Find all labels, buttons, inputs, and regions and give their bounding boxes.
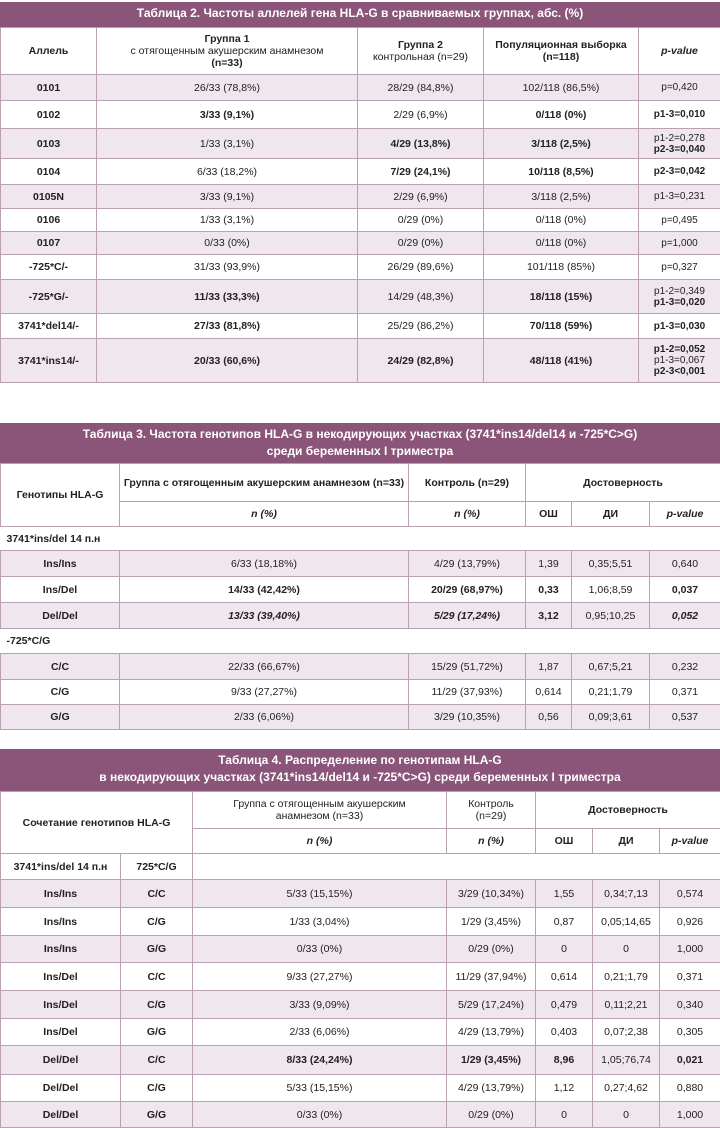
g2-cell: 25/29 (86,2%): [358, 314, 484, 339]
p-cell: 0,880: [660, 1075, 720, 1102]
g1-cell: Ins/Del: [1, 1019, 121, 1046]
table-2-title: Таблица 2. Частоты аллелей гена HLA-G в сравниваемых группах, абс. (%): [0, 2, 720, 27]
b-cell: 5/29 (17,24%): [409, 603, 526, 629]
table-row: [1, 654, 720, 680]
combo-header: Сочетание генотипов HLA-G: [1, 792, 193, 854]
p-cell: 1,000: [660, 1102, 720, 1128]
allele-cell: 3741*del14/-: [1, 314, 97, 339]
g2-cell: G/G: [121, 936, 193, 963]
table-row: [1, 680, 720, 705]
pop-cell: 3/118 (2,5%): [484, 185, 639, 209]
control-n-pct-header: n (%): [447, 829, 536, 854]
table-2: [0, 2, 720, 383]
pvalue-cell: [639, 314, 720, 339]
table-2-header-row: [1, 28, 720, 75]
g2-cell: 0/29 (0%): [358, 232, 484, 255]
g1-cell: 6/33 (18,2%): [97, 159, 358, 185]
table-row: [1, 705, 720, 730]
section-label: -725*C/G: [1, 629, 720, 654]
pvalue-cell: [639, 101, 720, 129]
section-row: [1, 527, 720, 551]
p-cell: 0,574: [660, 880, 720, 908]
pop-cell: 101/118 (85%): [484, 255, 639, 280]
control-n-pct-header: n (%): [409, 502, 526, 527]
or-cell: 0: [536, 936, 593, 963]
table-3: [0, 423, 720, 730]
pvalue-line: p=0,495: [641, 215, 718, 226]
g1-cell: Ins/Ins: [1, 908, 121, 936]
or-cell: 0,614: [536, 963, 593, 991]
genotype-cell: G/G: [1, 705, 120, 730]
pvalue-header: p-value: [660, 829, 720, 854]
pvalue-line: p1-2=0,349: [641, 286, 718, 297]
p-cell: 1,000: [660, 936, 720, 963]
table-row: [1, 963, 720, 991]
p-cell: 0,537: [650, 705, 720, 730]
pop-cell: 10/118 (8,5%): [484, 159, 639, 185]
b-cell: 15/29 (51,72%): [409, 654, 526, 680]
g2-cell: 0/29 (0%): [358, 209, 484, 232]
genotype-cell: Ins/Ins: [1, 551, 120, 577]
pop-cell: 102/118 (86,5%): [484, 75, 639, 101]
ci-cell: 0: [593, 936, 660, 963]
p-cell: 0,371: [660, 963, 720, 991]
a-cell: 14/33 (42,42%): [120, 577, 409, 603]
control-header: Контроль (n=29): [409, 464, 526, 502]
pvalue-line: p1-3=0,020: [641, 297, 718, 308]
table-row: [1, 880, 720, 908]
ci-cell: 0,09;3,61: [572, 705, 650, 730]
table-row: [1, 255, 720, 280]
ci-header: ДИ: [593, 829, 660, 854]
g1-cell: 1/33 (3,1%): [97, 209, 358, 232]
or-cell: 0,479: [536, 991, 593, 1019]
pvalue-line: p=1,000: [641, 238, 718, 249]
pop-cell: 0/118 (0%): [484, 209, 639, 232]
b-cell: 0/29 (0%): [447, 1102, 536, 1128]
ci-cell: 0,07;2,38: [593, 1019, 660, 1046]
pvalue-line: p1-2=0,278: [641, 133, 718, 144]
pop-cell: 3/118 (2,5%): [484, 129, 639, 159]
table-row: [1, 129, 720, 159]
b-cell: 11/29 (37,94%): [447, 963, 536, 991]
g2-cell: 7/29 (24,1%): [358, 159, 484, 185]
group1-header: Группа 1 с отягощенным акушерским анамнезом (n=33): [97, 28, 358, 75]
g1-cell: 20/33 (60,6%): [97, 339, 358, 383]
allele-cell: -725*C/-: [1, 255, 97, 280]
g2-cell: C/G: [121, 908, 193, 936]
table-row: [1, 603, 720, 629]
ci-cell: 0,95;10,25: [572, 603, 650, 629]
genotypes-header: Генотипы HLA-G: [1, 464, 120, 527]
g2-cell: 2/29 (6,9%): [358, 101, 484, 129]
population-header: Популяционная выборка (n=118): [484, 28, 639, 75]
b-cell: 11/29 (37,93%): [409, 680, 526, 705]
table-3-header-row-1: [1, 464, 720, 502]
reliability-header: Достоверность: [536, 792, 720, 829]
g1-cell: 27/33 (81,8%): [97, 314, 358, 339]
p-cell: 0,340: [660, 991, 720, 1019]
table-row: [1, 908, 720, 936]
a-cell: 1/33 (3,04%): [193, 908, 447, 936]
ci-cell: 0,67;5,21: [572, 654, 650, 680]
table-row: [1, 314, 720, 339]
b-cell: 3/29 (10,35%): [409, 705, 526, 730]
or-header: ОШ: [526, 502, 572, 527]
allele-cell: 0103: [1, 129, 97, 159]
g1-cell: Ins/Ins: [1, 880, 121, 908]
a-cell: 5/33 (15,15%): [193, 1075, 447, 1102]
table-row: [1, 339, 720, 383]
g1-cell: Ins/Del: [1, 991, 121, 1019]
or-cell: 8,96: [536, 1046, 593, 1075]
p-cell: 0,052: [650, 603, 720, 629]
table-2-grid: [0, 27, 720, 383]
g1-cell: 3/33 (9,1%): [97, 101, 358, 129]
allele-cell: 0102: [1, 101, 97, 129]
p-cell: 0,037: [650, 577, 720, 603]
p-cell: 0,926: [660, 908, 720, 936]
g2-cell: C/C: [121, 880, 193, 908]
ci-cell: 0: [593, 1102, 660, 1128]
table-row: [1, 280, 720, 314]
pop-cell: 48/118 (41%): [484, 339, 639, 383]
table-row: [1, 75, 720, 101]
pvalue-cell: [639, 75, 720, 101]
table-row: [1, 991, 720, 1019]
table-row: [1, 209, 720, 232]
g1-cell: 11/33 (33,3%): [97, 280, 358, 314]
ci-cell: 1,05;76,74: [593, 1046, 660, 1075]
or-cell: 1,55: [536, 880, 593, 908]
or-cell: 1,39: [526, 551, 572, 577]
p-cell: 0,371: [650, 680, 720, 705]
table-row: [1, 101, 720, 129]
or-cell: 1,87: [526, 654, 572, 680]
genotype-cell: Del/Del: [1, 603, 120, 629]
or-header: ОШ: [536, 829, 593, 854]
genotype-cell: C/C: [1, 654, 120, 680]
a-cell: 6/33 (18,18%): [120, 551, 409, 577]
pvalue-cell: [639, 255, 720, 280]
g1-cell: Ins/Ins: [1, 936, 121, 963]
ci-cell: 0,11;2,21: [593, 991, 660, 1019]
table-4-title: Таблица 4. Распределение по генотипам HLA-G в некодирующих участках (3741*ins14/del14 и -725*C>G) среди беременных I триместра: [0, 749, 720, 791]
ci-cell: 0,21;1,79: [572, 680, 650, 705]
a-cell: 2/33 (6,06%): [120, 705, 409, 730]
or-cell: 0: [536, 1102, 593, 1128]
pvalue-line: p1-2=0,052: [641, 344, 718, 355]
pvalue-header: p-value: [639, 28, 720, 75]
pvalue-line: p1-3=0,067: [641, 355, 718, 366]
a-cell: 9/33 (27,27%): [120, 680, 409, 705]
or-cell: 0,56: [526, 705, 572, 730]
group-n-pct-header: n (%): [120, 502, 409, 527]
a-cell: 9/33 (27,27%): [193, 963, 447, 991]
pvalue-cell: [639, 280, 720, 314]
b-cell: 4/29 (13,79%): [409, 551, 526, 577]
ci-cell: 0,05;14,65: [593, 908, 660, 936]
pvalue-cell: [639, 339, 720, 383]
g2-cell: 26/29 (89,6%): [358, 255, 484, 280]
ci-cell: 0,27;4,62: [593, 1075, 660, 1102]
pvalue-cell: [639, 159, 720, 185]
a-cell: 0/33 (0%): [193, 1102, 447, 1128]
g1-cell: Del/Del: [1, 1075, 121, 1102]
b-cell: 20/29 (68,97%): [409, 577, 526, 603]
subheader-725: 725*C/G: [121, 854, 193, 880]
pvalue-cell: [639, 209, 720, 232]
table-4: [0, 749, 720, 1128]
g1-cell: 0/33 (0%): [97, 232, 358, 255]
table-row: [1, 577, 720, 603]
g1-cell: 26/33 (78,8%): [97, 75, 358, 101]
p-cell: 0,021: [660, 1046, 720, 1075]
allele-cell: -725*G/-: [1, 280, 97, 314]
g1-cell: Del/Del: [1, 1102, 121, 1128]
ci-cell: 0,35;5,51: [572, 551, 650, 577]
p-cell: 0,305: [660, 1019, 720, 1046]
section-row: [1, 629, 720, 654]
g2-cell: C/G: [121, 1075, 193, 1102]
pvalue-line: p1-3=0,030: [641, 321, 718, 332]
b-cell: 1/29 (3,45%): [447, 1046, 536, 1075]
b-cell: 4/29 (13,79%): [447, 1075, 536, 1102]
or-cell: 0,403: [536, 1019, 593, 1046]
g1-cell: Ins/Del: [1, 963, 121, 991]
table-4-subheader-row: [1, 854, 720, 880]
g2-cell: G/G: [121, 1019, 193, 1046]
table-row: [1, 232, 720, 255]
genotype-cell: C/G: [1, 680, 120, 705]
pvalue-cell: [639, 129, 720, 159]
pvalue-line: p2-3=0,042: [641, 166, 718, 177]
b-cell: 4/29 (13,79%): [447, 1019, 536, 1046]
or-cell: 1,12: [536, 1075, 593, 1102]
table-4-grid: [0, 791, 720, 1128]
ci-cell: 0,34;7,13: [593, 880, 660, 908]
group-n-pct-header: n (%): [193, 829, 447, 854]
subheader-spacer: [193, 854, 720, 880]
g1-cell: 31/33 (93,9%): [97, 255, 358, 280]
or-cell: 0,87: [536, 908, 593, 936]
allele-cell: 0104: [1, 159, 97, 185]
control-header: Контроль (n=29): [447, 792, 536, 829]
g2-cell: C/C: [121, 963, 193, 991]
pvalue-line: p2-3<0,001: [641, 366, 718, 377]
pop-cell: 0/118 (0%): [484, 232, 639, 255]
g2-cell: C/G: [121, 991, 193, 1019]
or-cell: 0,614: [526, 680, 572, 705]
a-cell: 2/33 (6,06%): [193, 1019, 447, 1046]
table-row: [1, 159, 720, 185]
pvalue-cell: [639, 185, 720, 209]
b-cell: 1/29 (3,45%): [447, 908, 536, 936]
pop-cell: 0/118 (0%): [484, 101, 639, 129]
b-cell: 0/29 (0%): [447, 936, 536, 963]
g2-cell: 24/29 (82,8%): [358, 339, 484, 383]
ci-cell: 1,06;8,59: [572, 577, 650, 603]
pvalue-cell: [639, 232, 720, 255]
a-cell: 8/33 (24,24%): [193, 1046, 447, 1075]
allele-cell: 0106: [1, 209, 97, 232]
ci-cell: 0,21;1,79: [593, 963, 660, 991]
genotype-cell: Ins/Del: [1, 577, 120, 603]
allele-cell: 0107: [1, 232, 97, 255]
g1-cell: Del/Del: [1, 1046, 121, 1075]
table-4-header-row-1: [1, 792, 720, 829]
table-row: [1, 936, 720, 963]
or-cell: 3,12: [526, 603, 572, 629]
group-header: Группа с отягощенным акушерским анамнезом (n=33): [120, 464, 409, 502]
allele-cell: 0101: [1, 75, 97, 101]
allele-cell: 0105N: [1, 185, 97, 209]
pvalue-line: p2-3=0,040: [641, 144, 718, 155]
p-cell: 0,640: [650, 551, 720, 577]
table-row: [1, 1046, 720, 1075]
g2-cell: 28/29 (84,8%): [358, 75, 484, 101]
ci-header: ДИ: [572, 502, 650, 527]
pop-cell: 18/118 (15%): [484, 280, 639, 314]
table-row: [1, 185, 720, 209]
g2-cell: C/C: [121, 1046, 193, 1075]
pvalue-line: p1-3=0,231: [641, 191, 718, 202]
table-row: [1, 1019, 720, 1046]
g2-cell: 14/29 (48,3%): [358, 280, 484, 314]
g2-cell: 2/29 (6,9%): [358, 185, 484, 209]
pvalue-line: p=0,420: [641, 82, 718, 93]
p-cell: 0,232: [650, 654, 720, 680]
table-row: [1, 551, 720, 577]
g1-cell: 3/33 (9,1%): [97, 185, 358, 209]
pop-cell: 70/118 (59%): [484, 314, 639, 339]
b-cell: 3/29 (10,34%): [447, 880, 536, 908]
a-cell: 22/33 (66,67%): [120, 654, 409, 680]
pvalue-line: p1-3=0,010: [641, 109, 718, 120]
pvalue-line: p=0,327: [641, 262, 718, 273]
g2-cell: G/G: [121, 1102, 193, 1128]
a-cell: 5/33 (15,15%): [193, 880, 447, 908]
group2-header: Группа 2 контрольная (n=29): [358, 28, 484, 75]
or-cell: 0,33: [526, 577, 572, 603]
table-row: [1, 1075, 720, 1102]
allele-header: Аллель: [1, 28, 97, 75]
pvalue-header: p-value: [650, 502, 720, 527]
g2-cell: 4/29 (13,8%): [358, 129, 484, 159]
subheader-ins-del: 3741*ins/del 14 п.н: [1, 854, 121, 880]
allele-cell: 3741*ins14/-: [1, 339, 97, 383]
table-3-title: Таблица 3. Частота генотипов HLA-G в некодирующих участках (3741*ins14/del14 и -725*C>G) среди беременных I триместра: [0, 423, 720, 463]
b-cell: 5/29 (17,24%): [447, 991, 536, 1019]
a-cell: 0/33 (0%): [193, 936, 447, 963]
g1-cell: 1/33 (3,1%): [97, 129, 358, 159]
a-cell: 3/33 (9,09%): [193, 991, 447, 1019]
a-cell: 13/33 (39,40%): [120, 603, 409, 629]
section-label: 3741*ins/del 14 п.н: [1, 527, 720, 551]
table-3-grid: [0, 463, 720, 730]
reliability-header: Достоверность: [526, 464, 720, 502]
group-header: Группа с отягощенным акушерским анамнезом (n=33): [193, 792, 447, 829]
